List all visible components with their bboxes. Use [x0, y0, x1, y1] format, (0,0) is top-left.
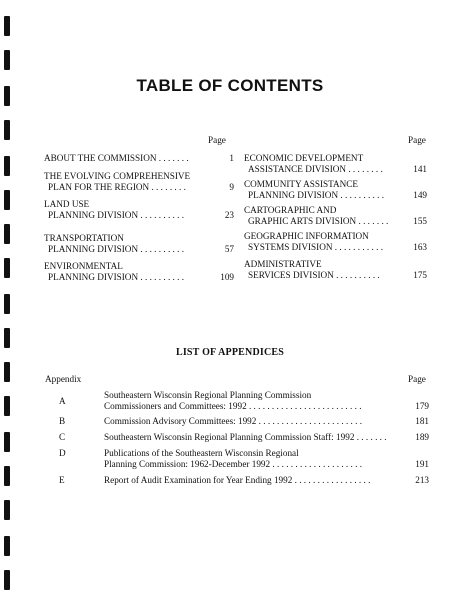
binding-mark: [4, 432, 10, 452]
toc-entry[interactable]: [244, 153, 427, 175]
page-column-header-right: Page: [408, 135, 426, 145]
toc-entry-page: 1: [229, 153, 234, 163]
toc-entry-line: THE EVOLVING COMPREHENSIVE: [44, 171, 191, 181]
binding-mark: [4, 258, 10, 278]
toc-entry[interactable]: [44, 171, 234, 193]
appendix-title: LIST OF APPENDICES: [175, 347, 285, 358]
toc-entry-line: ENVIRONMENTAL: [44, 261, 123, 271]
appendix-letter: A: [59, 396, 66, 406]
appendix-entry[interactable]: [45, 390, 429, 412]
toc-entry-line: ECONOMIC DEVELOPMENT: [244, 153, 364, 163]
binding-mark: [4, 466, 10, 486]
appendix-letter: D: [59, 448, 66, 458]
toc-entry-page: 141: [413, 164, 427, 174]
binding-mark: [4, 536, 10, 556]
binding-mark: [4, 328, 10, 348]
appendix-page: 181: [415, 416, 429, 426]
binding-mark: [4, 50, 10, 70]
toc-entry-page: 155: [413, 216, 427, 226]
appendix-page-column-header: Page: [408, 374, 426, 384]
appendix-entry[interactable]: [45, 432, 429, 443]
binding-mark: [4, 224, 10, 244]
appendix-page: 189: [415, 432, 429, 442]
toc-entry-line: SERVICES DIVISION . . . . . . . . . .: [248, 270, 380, 280]
appendix-letter: E: [59, 475, 65, 485]
toc-entry[interactable]: [244, 231, 427, 253]
appendix-page: 179: [415, 401, 429, 411]
appendix-page: 191: [415, 459, 429, 469]
toc-entry-line: LAND USE: [44, 199, 90, 209]
toc-entry-line: PLANNING DIVISION . . . . . . . . . .: [248, 190, 385, 200]
appendix-column-header: Appendix: [45, 374, 82, 384]
toc-entry-page: 163: [413, 242, 427, 252]
toc-entry[interactable]: [44, 233, 234, 255]
binding-mark: [4, 570, 10, 590]
toc-entry-line: GEOGRAPHIC INFORMATION: [244, 231, 369, 241]
toc-entry-line: PLANNING DIVISION . . . . . . . . . .: [48, 272, 185, 282]
toc-entry-page: 57: [224, 244, 234, 254]
appendix-entry[interactable]: [45, 448, 429, 470]
binding-mark: [4, 396, 10, 416]
binding-mark: [4, 16, 10, 36]
appendix-entry[interactable]: [45, 475, 429, 486]
toc-entry-page: 9: [229, 182, 234, 192]
appendix-entry[interactable]: [45, 416, 429, 427]
toc-entry[interactable]: [244, 259, 427, 281]
toc-entry-line: PLANNING DIVISION . . . . . . . . . .: [48, 210, 185, 220]
toc-entry-line: ADMINISTRATIVE: [244, 259, 322, 269]
appendix-page: 213: [415, 475, 429, 485]
binding-mark: [4, 120, 10, 140]
page-title: TABLE OF CONTENTS: [136, 76, 324, 95]
toc-entry-page: 23: [224, 210, 234, 220]
toc-entry-line: ABOUT THE COMMISSION . . . . . . .: [44, 153, 189, 163]
binding-mark: [4, 190, 10, 210]
appendix-line: Southeastern Wisconsin Regional Planning Commission: [104, 390, 312, 400]
toc-entry[interactable]: [44, 153, 234, 164]
toc-entry-line: GRAPHIC ARTS DIVISION . . . . . . .: [248, 216, 389, 226]
toc-entry-line: COMMUNITY ASSISTANCE: [244, 179, 359, 189]
appendix-letter: C: [59, 432, 66, 442]
appendix-line: Southeastern Wisconsin Regional Planning Commission Staff: 1992 . . . . . . .: [104, 432, 387, 442]
binding-mark: [4, 156, 10, 176]
page-column-header-left: Page: [208, 135, 226, 145]
toc-entry-page: 175: [413, 270, 427, 280]
toc-entry[interactable]: [44, 261, 234, 283]
binding-mark: [4, 362, 10, 382]
toc-entry-line: PLANNING DIVISION . . . . . . . . . .: [48, 244, 185, 254]
toc-entry-line: TRANSPORTATION: [44, 233, 124, 243]
appendix-line: Publications of the Southeastern Wisconsin Regional: [104, 448, 299, 458]
toc-entry-line: CARTOGRAPHIC AND: [244, 205, 337, 215]
toc-entry-page: 109: [220, 272, 234, 282]
appendix-letter: B: [59, 416, 66, 426]
toc-entry-line: PLAN FOR THE REGION . . . . . . . .: [48, 182, 186, 192]
appendix-line: Commission Advisory Committees: 1992 . . . . . . . . . . . . . . . . . . . . . . .: [104, 416, 363, 426]
toc-entry[interactable]: [244, 205, 427, 227]
binding-mark: [4, 294, 10, 314]
binding-mark: [4, 500, 10, 520]
toc-entry-page: 149: [413, 190, 427, 200]
toc-entry-line: ASSISTANCE DIVISION . . . . . . . .: [248, 164, 383, 174]
toc-entry[interactable]: [244, 179, 427, 201]
appendix-line: Report of Audit Examination for Year Ending 1992 . . . . . . . . . . . . . . . . .: [104, 475, 371, 485]
toc-entry[interactable]: [44, 199, 234, 221]
appendix-line: Planning Commission: 1962-December 1992 . . . . . . . . . . . . . . . . . . . .: [104, 459, 362, 469]
appendix-line: Commissioners and Committees: 1992 . . . . . . . . . . . . . . . . . . . . . . . . .: [104, 401, 362, 411]
toc-entry-line: SYSTEMS DIVISION . . . . . . . . . . .: [248, 242, 384, 252]
